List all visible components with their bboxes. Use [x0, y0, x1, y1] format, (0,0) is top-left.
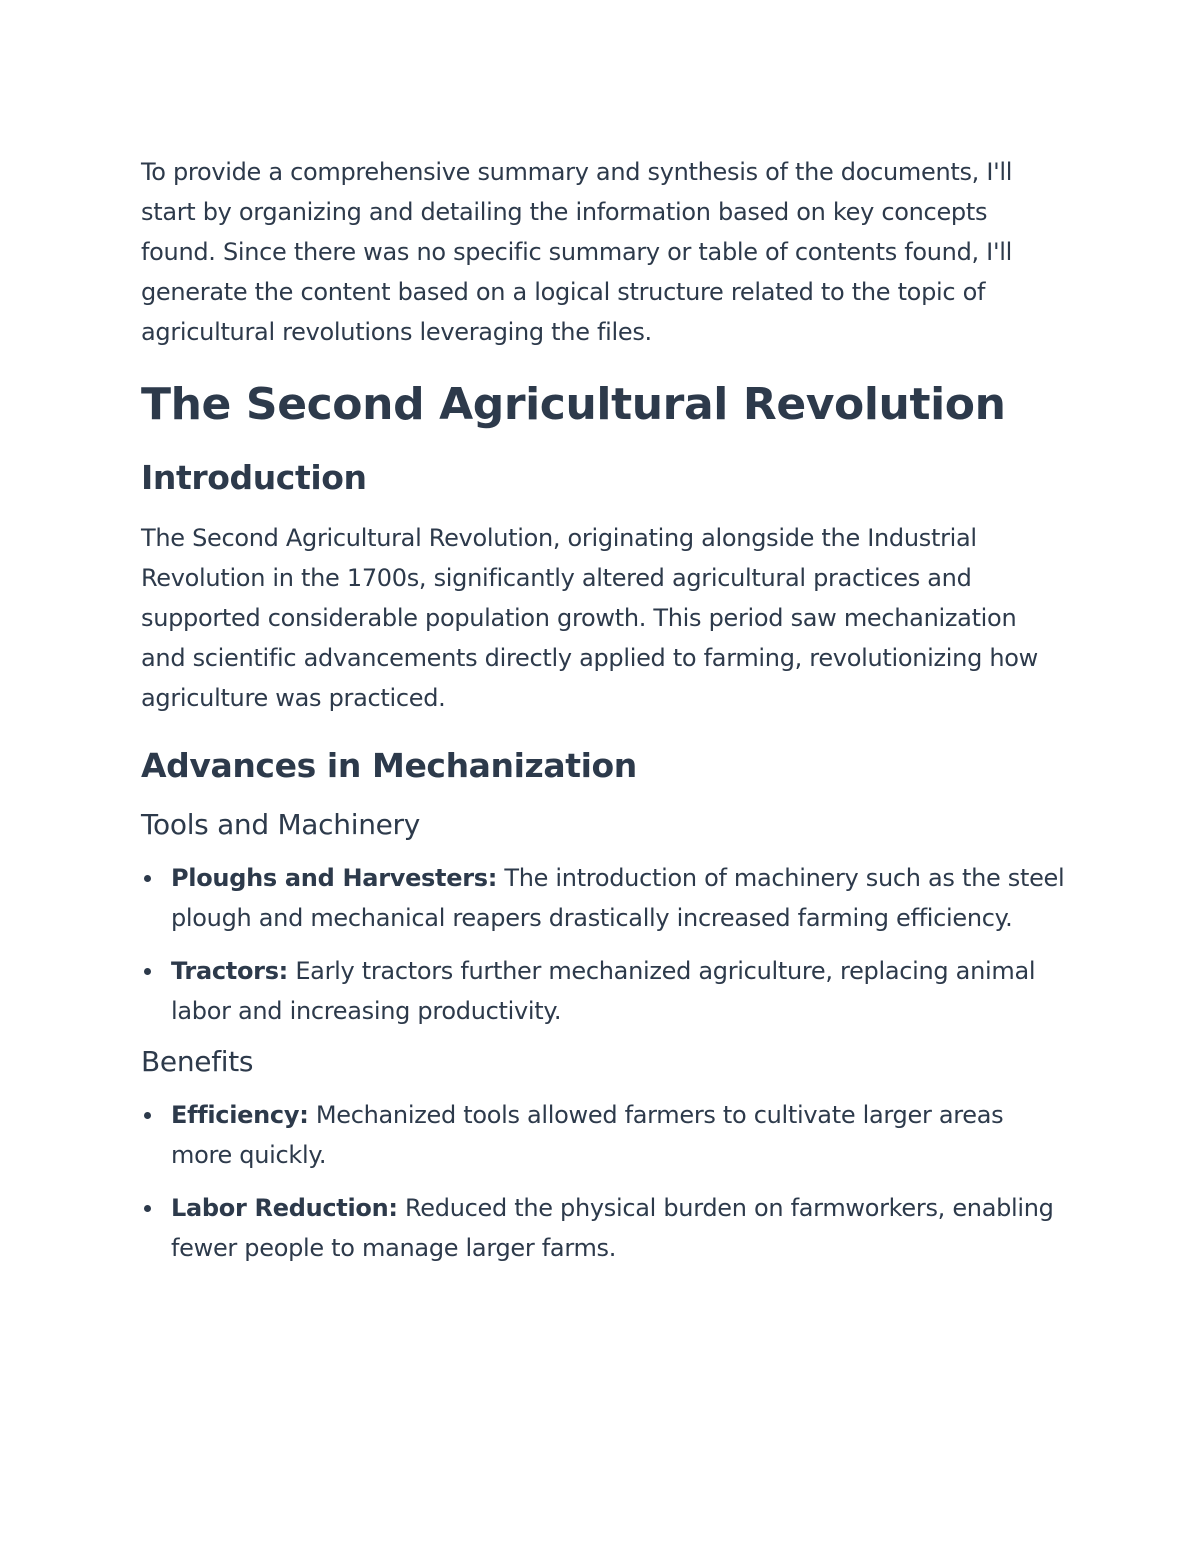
document-title: The Second Agricultural Revolution	[141, 379, 1006, 430]
bullet-icon	[144, 1112, 151, 1119]
list-item	[141, 858, 1066, 938]
list-item-text: The introduction of machinery such as the steel plough and mechanical reapers drastically increased farming efficiency.	[171, 864, 1065, 932]
document-page	[141, 152, 1066, 1268]
list-item-text: Mechanized tools allowed farmers to cultivate larger areas more quickly.	[171, 1101, 1004, 1169]
list-item	[141, 1095, 1066, 1175]
list-item-term: Tractors:	[171, 957, 288, 985]
list-item	[141, 1188, 1066, 1268]
introduction-heading: Introduction	[141, 458, 367, 497]
intro-paragraph: To provide a comprehensive summary and synthesis of the documents, I'll start by organizing and detailing the information based on key concepts found. Since there was no specific summary or table of contents found, I'll generate the content based on a logical structure related to the topic of agricultural revolutions leveraging the files.	[141, 158, 1013, 346]
list-item-text: Reduced the physical burden on farmworkers, enabling fewer people to manage larger farms.	[171, 1194, 1054, 1262]
list-item-term: Labor Reduction:	[171, 1194, 398, 1222]
bullet-icon	[144, 968, 151, 975]
list-item	[141, 951, 1066, 1031]
bullet-icon	[144, 875, 151, 882]
list-item-text: Early tractors further mechanized agriculture, replacing animal labor and increasing productivity.	[171, 957, 1036, 1025]
tools-list	[141, 858, 1066, 1031]
benefits-list	[141, 1095, 1066, 1268]
tools-heading: Tools and Machinery	[141, 808, 421, 841]
introduction-text: The Second Agricultural Revolution, originating alongside the Industrial Revolution in the 1700s, significantly altered agricultural practices and supported considerable population growth. This period saw mechanization and scientific advancements directly applied to farming, revolutionizing how agriculture was practiced.	[141, 524, 1038, 712]
list-item-term: Ploughs and Harvesters:	[171, 864, 498, 892]
benefits-heading: Benefits	[141, 1045, 254, 1078]
mechanization-heading: Advances in Mechanization	[141, 746, 637, 785]
bullet-icon	[144, 1205, 151, 1212]
list-item-term: Efficiency:	[171, 1101, 309, 1129]
